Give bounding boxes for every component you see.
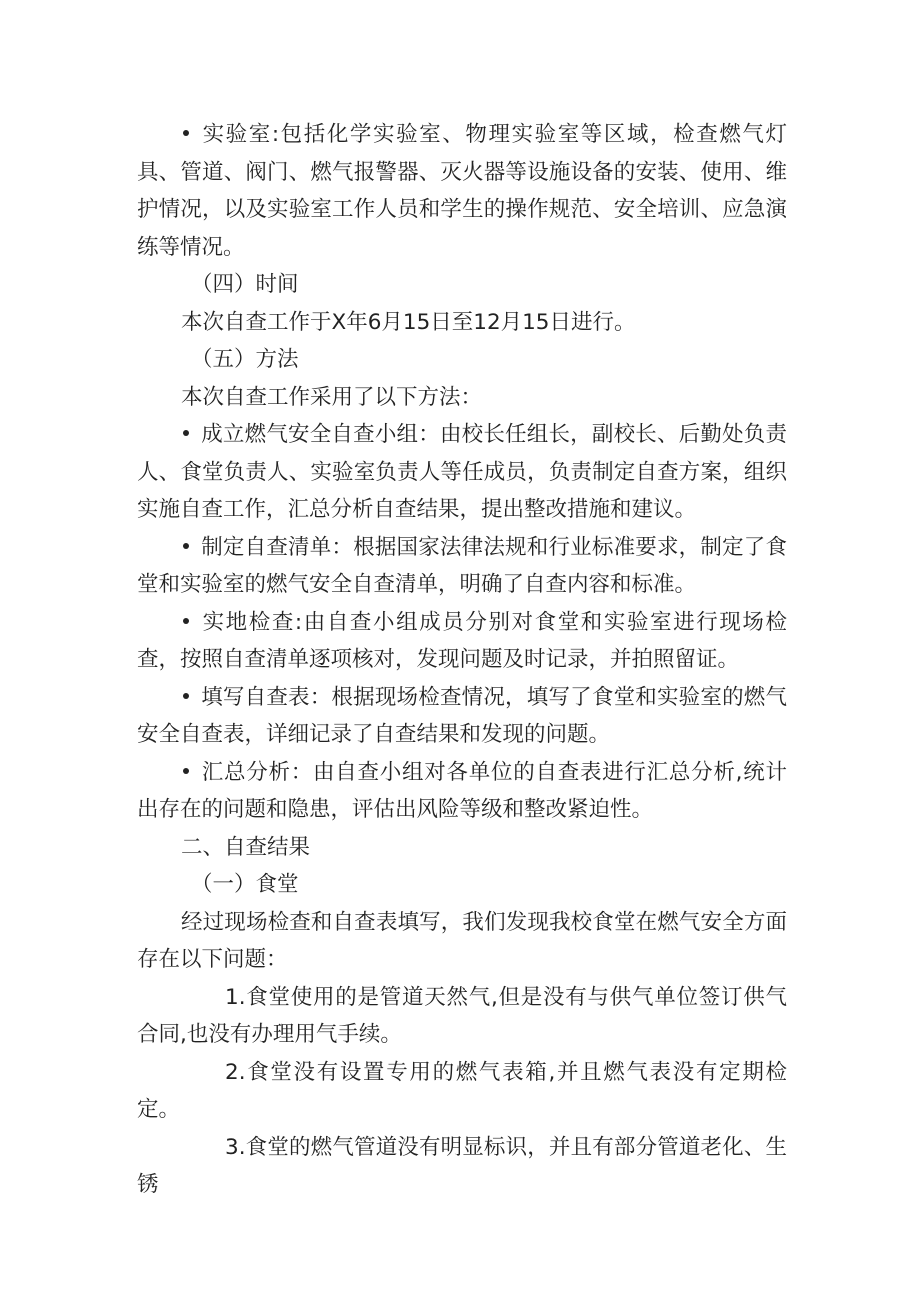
bullet-paragraph — [137, 604, 787, 679]
paragraph-text: 本次自查工作采用了以下方法： — [181, 384, 483, 410]
paragraph — [137, 379, 787, 417]
paragraph-text: 制定自查清单：根据国家法律法规和行业标准要求，制定了食堂和实验室的燃气安全自查清单，明确了自查内容和标准。 — [137, 534, 787, 597]
list-number: 2 — [225, 1059, 239, 1085]
paragraph — [137, 904, 787, 979]
paragraph — [137, 304, 787, 342]
numbered-paragraph — [137, 1054, 787, 1129]
section-heading — [137, 866, 787, 904]
numbered-paragraph — [137, 1129, 787, 1204]
paragraph-text: （五）方法 — [191, 347, 299, 372]
bullet-dot-icon — [183, 768, 189, 774]
paragraph-text: .食堂的燃气管道没有明显标识，并且有部分管道老化、生锈 — [137, 1134, 787, 1197]
bullet-dot-icon — [183, 618, 189, 624]
paragraph-text: .食堂使用的是管道天然气,但是没有与供气单位签订供气合同,也没有办理用气手续。 — [137, 984, 787, 1047]
list-number: 1 — [225, 984, 239, 1010]
bullet-dot-icon — [183, 430, 189, 436]
paragraph-text: 实验室:包括化学实验室、物理实验室等区域，检查燃气灯具、管道、阀门、燃气报警器、灭火器等设施设备的安装、使用、维护情况，以及实验室工作人员和学生的操作规范、安全培训、应急演练等情况。 — [137, 122, 787, 260]
bullet-paragraph — [137, 116, 787, 266]
paragraph-text: （四）时间 — [191, 272, 299, 297]
paragraph-text: 成立燃气安全自查小组：由校长任组长，副校长、后勤处负责人、食堂负责人、实验室负责人等任成员，负责制定自查方案，组织实施自查工作，汇总分析自查结果，提出整改措施和建议。 — [137, 422, 787, 522]
paragraph-text: 实地检查:由自查小组成员分别对食堂和实验室进行现场检查，按照自查清单逐项核对，发现问题及时记录，并拍照留证。 — [137, 609, 787, 672]
bullet-dot-icon — [183, 543, 189, 549]
section-heading — [137, 341, 787, 379]
document-body — [137, 116, 787, 1204]
bullet-dot-icon — [183, 130, 189, 136]
paragraph — [137, 829, 787, 867]
bullet-dot-icon — [183, 693, 189, 699]
bullet-paragraph — [137, 754, 787, 829]
paragraph-text: （一）食堂 — [191, 872, 299, 897]
paragraph-text: 填写自查表：根据现场检查情况，填写了食堂和实验室的燃气安全自查表，详细记录了自查结果和发现的问题。 — [137, 684, 787, 747]
paragraph-text: 本次自查工作于X年6月15日至12月15日进行。 — [181, 309, 636, 335]
paragraph-text: 汇总分析：由自查小组对各单位的自查表进行汇总分析,统计出存在的问题和隐患，评估出风险等级和整改紧迫性。 — [137, 759, 787, 822]
section-heading — [137, 266, 787, 304]
list-number: 3 — [225, 1134, 239, 1160]
numbered-paragraph — [137, 979, 787, 1054]
paragraph-text: 二、自查结果 — [181, 834, 311, 860]
bullet-paragraph — [137, 679, 787, 754]
paragraph-text: 经过现场检查和自查表填写，我们发现我校食堂在燃气安全方面存在以下问题： — [137, 909, 787, 972]
bullet-paragraph — [137, 416, 787, 529]
paragraph-text: .食堂没有设置专用的燃气表箱,并且燃气表没有定期检定。 — [137, 1059, 787, 1122]
bullet-paragraph — [137, 529, 787, 604]
